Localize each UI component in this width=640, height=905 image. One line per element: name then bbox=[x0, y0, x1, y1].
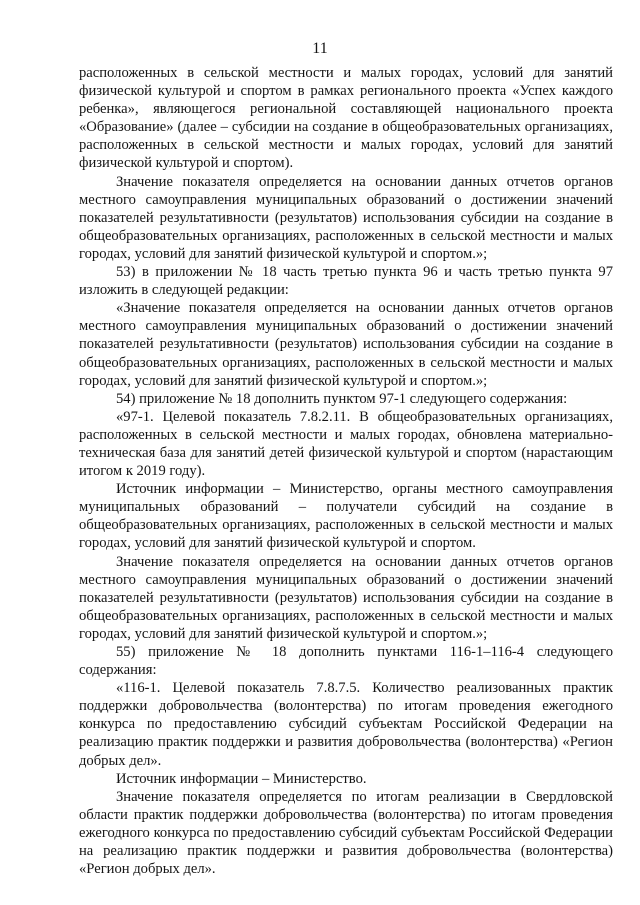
paragraph-quote: «116-1. Целевой показатель 7.8.7.5. Количество реализованных практик поддержки добровольчества (волонтерства) по итогам проведения ежегодного конкурса по предоставлению субсидий субъектам Российской Федерации на реализацию практик поддержки и развития добровольчества (волонтерства) «Регион добрых дел». bbox=[79, 680, 613, 769]
paragraph-item-54: 54) приложение № 18 дополнить пунктом 97-1 следующего содержания: bbox=[116, 390, 568, 407]
paragraph: Значение показателя определяется на основании данных отчетов органов местного самоуправления муниципальных образований о достижении значений показателей результативности (результатов) использования субсидии на создание в общеобразовательных организациях, расположенных в сельской местности и малых городах, условий для занятий физической культурой и спортом.»; bbox=[79, 553, 613, 642]
page-number: 11 bbox=[312, 40, 328, 57]
paragraph-quote: «97-1. Целевой показатель 7.8.2.11. В общеобразовательных организациях, расположенных в сельской местности и малых городах, обновлена материально-техническая база для занятий детей физической культурой и спортом (нарастающим итогом к 2019 году). bbox=[79, 408, 613, 480]
paragraph-item-55: 55) приложение № 18 дополнить пунктами 116-1–116-4 следующего содержания: bbox=[79, 644, 613, 679]
paragraph: Значение показателя определяется на основании данных отчетов органов местного самоуправления муниципальных образований о достижении значений показателей результативности (результатов) использования субсидии на создание в общеобразовательных организациях, расположенных в сельской местности и малых городах, условий для занятий физической культурой и спортом.»; bbox=[79, 173, 613, 262]
paragraph: Значение показателя определяется по итогам реализации в Свердловской области практик поддержки добровольчества (волонтерства) по итогам проведения ежегодного конкурса по предоставлению субсидий субъектам Российской Федерации на реализацию практик поддержки и развития добровольчества (волонтерства) «Регион добрых дел». bbox=[79, 788, 613, 878]
paragraph-item-53: 53) в приложении № 18 часть третью пункта 96 и часть третью пункта 97 изложить в следующей редакции: bbox=[79, 264, 613, 299]
document-body bbox=[79, 64, 613, 878]
paragraph: Источник информации – Министерство, органы местного самоуправления муниципальных образований – получатели субсидий на создание в общеобразовательных организациях, расположенных в сельской местности и малых городах, условий для занятий физической культурой и спортом. bbox=[79, 481, 613, 552]
paragraph-continuation: расположенных в сельской местности и малых городах, условий для занятий физической культурой и спортом в рамках регионального проекта «Успех каждого ребенка», являющегося региональной составляющей национального проекта «Образование» (далее – субсидии на создание в общеобразовательных организациях, расположенных в сельской местности и малых городах, условий для занятий физической культурой и спортом). bbox=[79, 65, 613, 172]
paragraph: Источник информации – Министерство. bbox=[116, 770, 367, 787]
paragraph-quote: «Значение показателя определяется на основании данных отчетов органов местного самоуправления муниципальных образований о достижении значений показателей результативности (результатов) использования субсидии на создание в общеобразовательных организациях, расположенных в сельской местности и малых городах, условий для занятий физической культурой и спортом.»; bbox=[79, 300, 613, 389]
